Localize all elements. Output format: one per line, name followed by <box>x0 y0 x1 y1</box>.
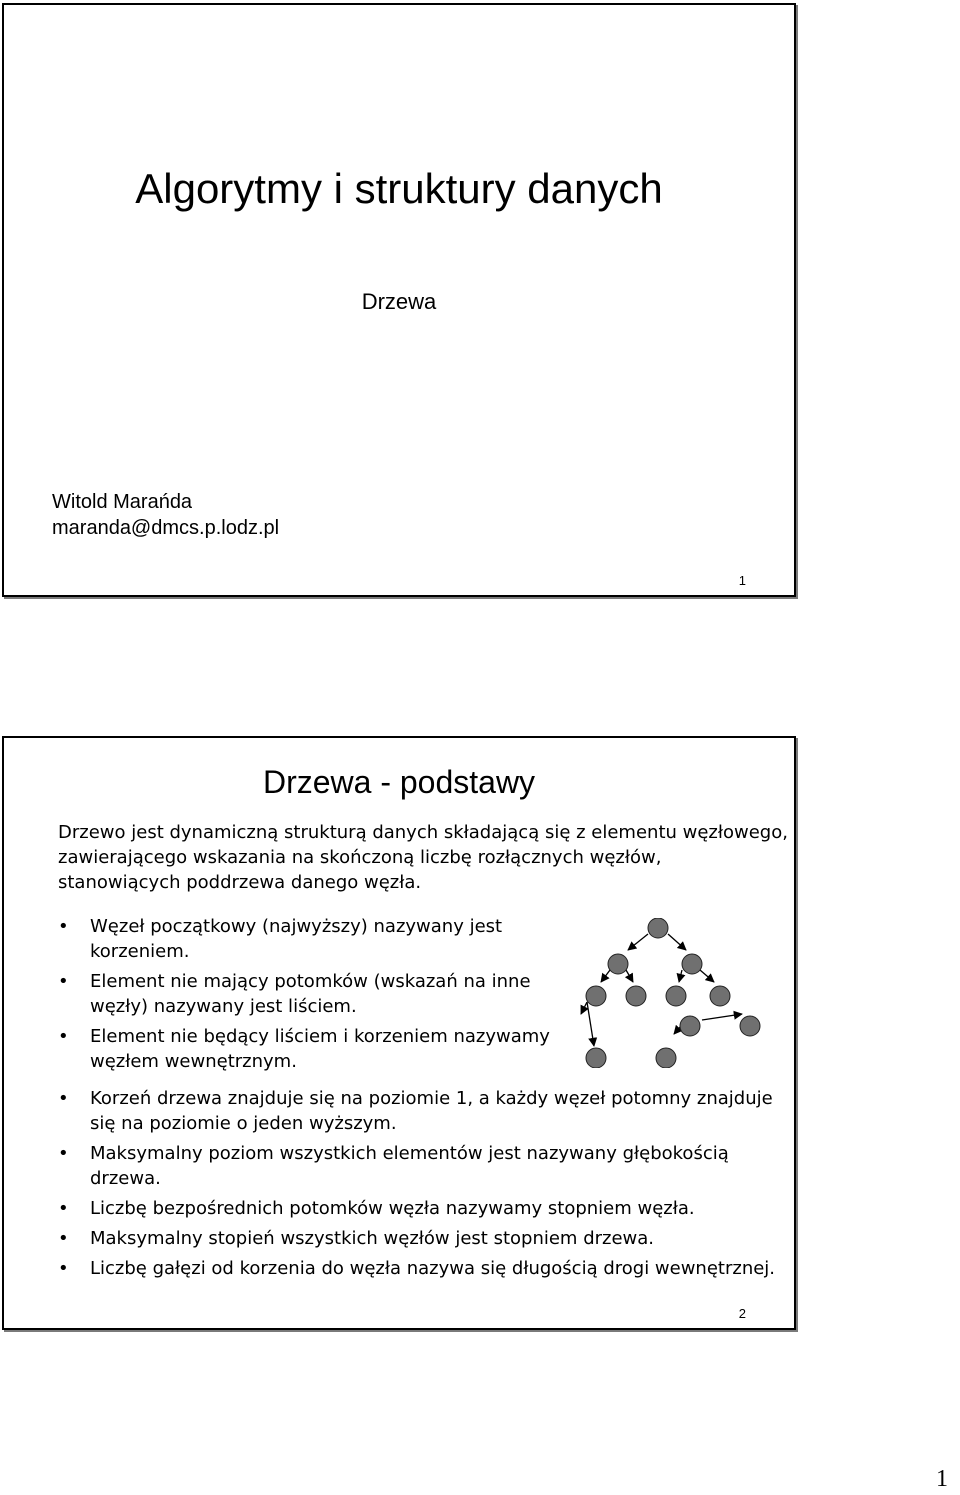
author-email: maranda@dmcs.p.lodz.pl <box>52 517 280 539</box>
bullet-list-properties <box>58 1086 788 1286</box>
page-number: 1 <box>936 1466 948 1492</box>
edge <box>626 970 633 982</box>
tree-node <box>680 1016 700 1036</box>
edge <box>679 970 682 982</box>
intro-paragraph: Drzewo jest dynamiczną strukturą danych składającą się z elementu węzłowego, zawierającego wskazania na skończoną liczbę rozłącznych węzłów, stanowiących poddrzewa danego węzła. <box>58 822 788 893</box>
slide-number: 1 <box>738 573 746 588</box>
tree-node <box>656 1048 676 1068</box>
author-block <box>52 489 279 541</box>
tree-node <box>626 986 646 1006</box>
edge <box>601 970 610 982</box>
edge <box>700 970 714 982</box>
tree-node <box>666 986 686 1006</box>
slide-title: Algorytmy i struktury danych <box>135 165 663 212</box>
edge <box>668 934 686 950</box>
list-item: • Element nie będący liściem i korzeniem nazywamy węzłem wewnętrznym. <box>58 1024 578 1074</box>
tree-diagram <box>572 918 772 1068</box>
slide-number: 2 <box>738 1306 746 1321</box>
tree-node <box>710 986 730 1006</box>
bullet-list-definitions <box>58 914 578 1079</box>
list-item: • Liczbę gałęzi od korzenia do węzła nazywa się długością drogi wewnętrznej. <box>58 1256 788 1281</box>
tree-node <box>608 954 628 974</box>
list-item: • Liczbę bezpośrednich potomków węzła nazywamy stopniem węzła. <box>58 1196 788 1221</box>
list-item: • Maksymalny poziom wszystkich elementów jest nazywany głębokością drzewa. <box>58 1141 788 1191</box>
edge <box>628 934 648 950</box>
tree-node <box>586 986 606 1006</box>
list-item: • Korzeń drzewa znajduje się na poziomie 1, a każdy węzeł potomny znajduje się na poziomie o jeden wyższym. <box>58 1086 788 1136</box>
list-item: • Węzeł początkowy (najwyższy) nazywany jest korzeniem. <box>58 914 578 964</box>
edge <box>587 1002 594 1046</box>
list-item: • Maksymalny stopień wszystkich węzłów jest stopniem drzewa. <box>58 1226 788 1251</box>
edge <box>581 1002 587 1014</box>
slide-subtitle: Drzewa <box>361 289 437 314</box>
slide-title: Drzewa - podstawy <box>262 764 536 800</box>
tree-node <box>740 1016 760 1036</box>
slide-1 <box>2 3 796 597</box>
edge <box>702 1014 742 1020</box>
slide-2 <box>2 736 796 1330</box>
list-item: • Element nie mający potomków (wskazań na inne węzły) nazywany jest liściem. <box>58 969 578 1019</box>
tree-node-root <box>648 918 668 938</box>
tree-node <box>682 954 702 974</box>
tree-node <box>586 1048 606 1068</box>
tree-nodes <box>586 918 760 1068</box>
author-name: Witold Marańda <box>52 491 193 513</box>
